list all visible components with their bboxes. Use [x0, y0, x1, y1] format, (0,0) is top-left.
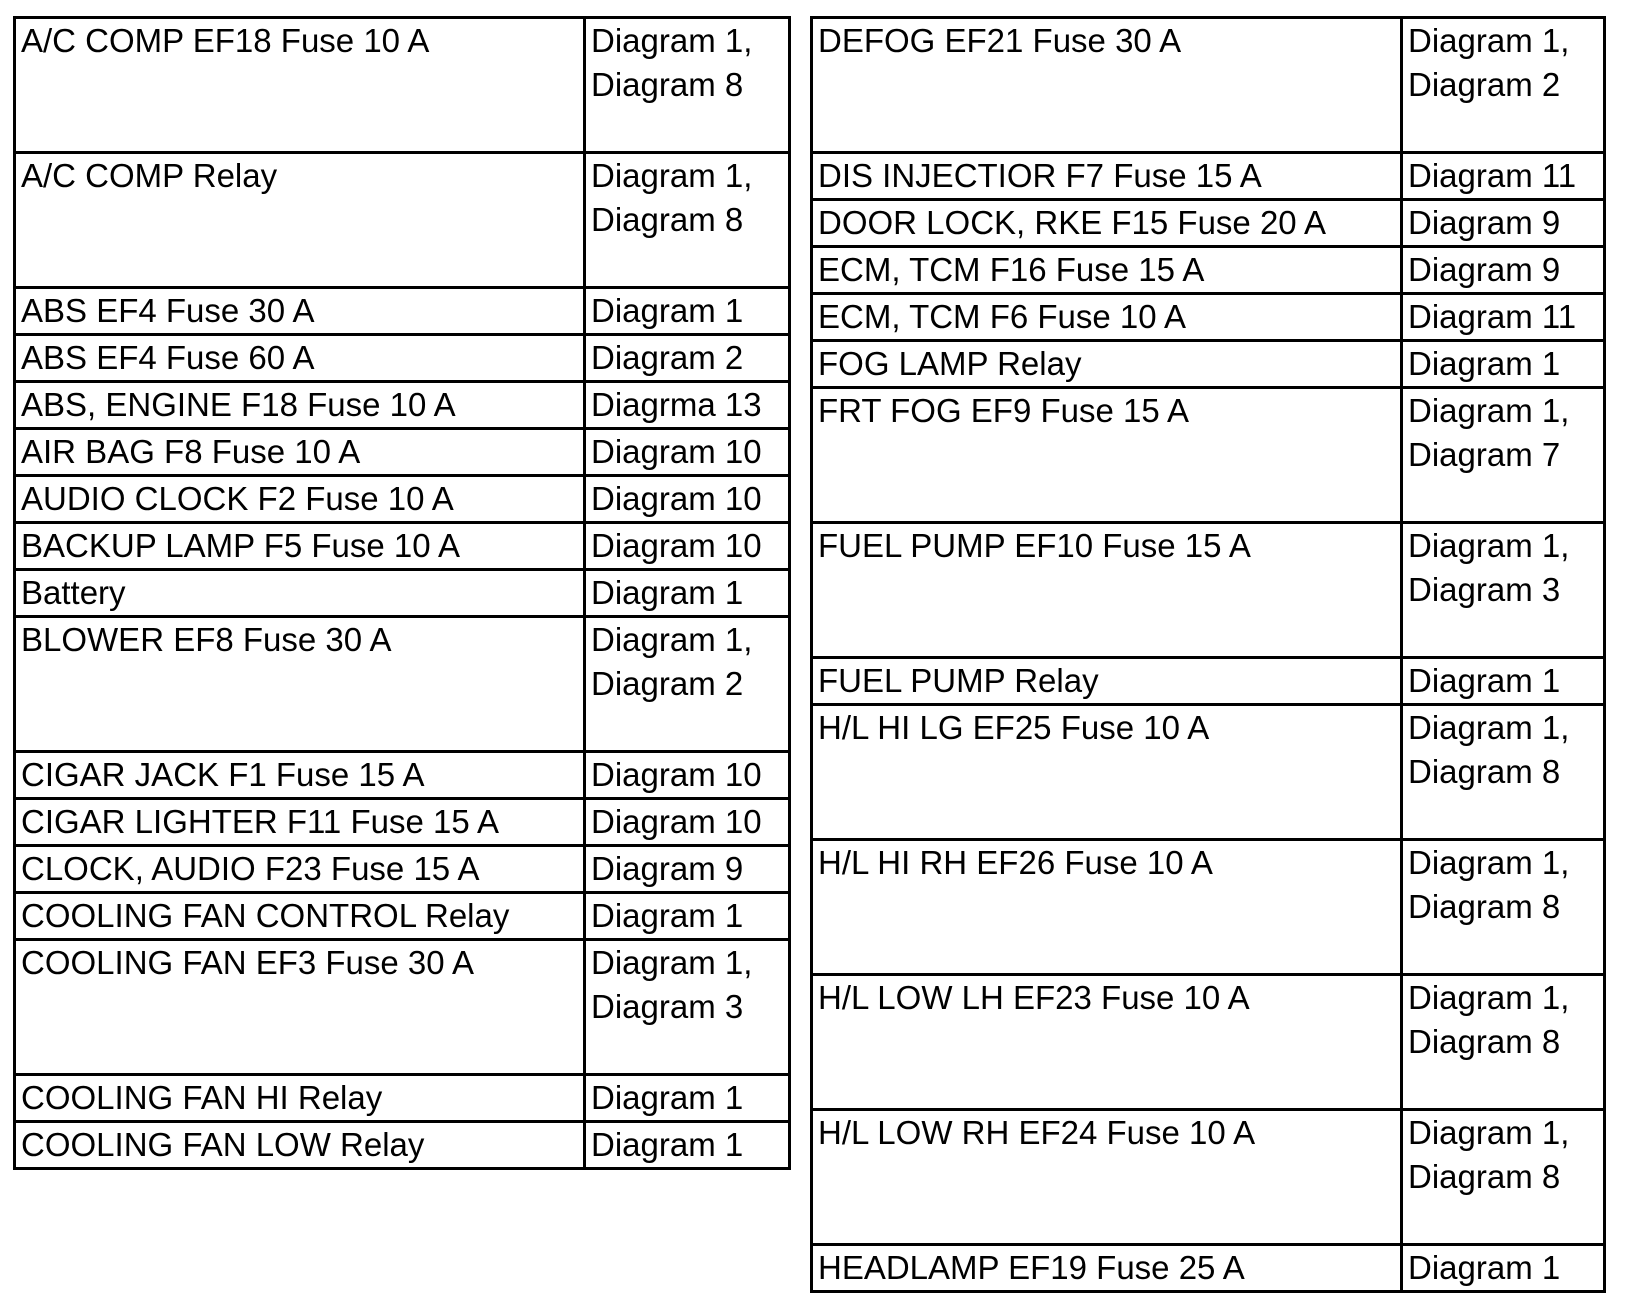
diagram-ref-line: Diagram 1	[591, 1126, 744, 1163]
diagram-ref-cell	[585, 752, 790, 799]
diagram-ref-line: Diagram 1	[591, 1079, 744, 1116]
diagram-ref-cell	[1402, 247, 1605, 294]
diagram-ref-cell	[1402, 294, 1605, 341]
left-index-body	[15, 18, 790, 1169]
component-name-cell: FUEL PUMP EF10 Fuse 15 A	[812, 523, 1402, 658]
diagram-ref-line: Diagram 3	[591, 988, 744, 1025]
component-name-cell: CIGAR JACK F1 Fuse 15 A	[15, 752, 585, 799]
diagram-ref-cell	[1402, 975, 1605, 1110]
table-row	[15, 893, 790, 940]
left-index-table	[13, 16, 791, 1170]
diagram-ref-line: Diagram 2	[591, 665, 744, 702]
diagram-ref-line: Diagram 9	[1408, 204, 1561, 241]
diagram-ref-line: Diagram 1,	[591, 944, 753, 981]
table-row	[15, 429, 790, 476]
diagram-ref-line: Diagram 1,	[591, 22, 753, 59]
diagram-ref-line: Diagram 10	[591, 756, 762, 793]
component-name-cell: H/L HI RH EF26 Fuse 10 A	[812, 840, 1402, 975]
table-row	[15, 476, 790, 523]
component-name-cell: ABS EF4 Fuse 60 A	[15, 335, 585, 382]
component-name-cell: ABS, ENGINE F18 Fuse 10 A	[15, 382, 585, 429]
component-name-cell: AUDIO CLOCK F2 Fuse 10 A	[15, 476, 585, 523]
diagram-ref-line: Diagram 9	[591, 850, 744, 887]
table-row	[15, 1122, 790, 1169]
diagram-ref-line: Diagram 2	[591, 339, 744, 376]
diagram-ref-line: Diagram 1	[591, 292, 744, 329]
table-row	[15, 752, 790, 799]
component-name-cell: H/L LOW RH EF24 Fuse 10 A	[812, 1110, 1402, 1245]
diagram-ref-cell	[1402, 705, 1605, 840]
diagram-ref-line: Diagram 9	[1408, 251, 1561, 288]
diagram-ref-line: Diagram 1,	[1408, 22, 1570, 59]
diagram-ref-line: Diagram 1,	[591, 621, 753, 658]
component-name-cell: AIR BAG F8 Fuse 10 A	[15, 429, 585, 476]
component-name-cell: COOLING FAN CONTROL Relay	[15, 893, 585, 940]
diagram-ref-line: Diagram 1	[1408, 1249, 1561, 1286]
component-name-cell: DIS INJECTIOR F7 Fuse 15 A	[812, 153, 1402, 200]
table-row	[15, 335, 790, 382]
diagram-ref-line: Diagram 10	[591, 527, 762, 564]
table-row	[812, 1245, 1605, 1292]
diagram-ref-cell	[1402, 341, 1605, 388]
component-name-cell: FOG LAMP Relay	[812, 341, 1402, 388]
diagram-ref-cell	[585, 846, 790, 893]
component-name-cell: HEADLAMP EF19 Fuse 25 A	[812, 1245, 1402, 1292]
table-row	[812, 153, 1605, 200]
table-row	[15, 523, 790, 570]
diagram-ref-cell	[1402, 153, 1605, 200]
table-row	[812, 1110, 1605, 1245]
component-name-cell: DOOR LOCK, RKE F15 Fuse 20 A	[812, 200, 1402, 247]
component-name-cell: CLOCK, AUDIO F23 Fuse 15 A	[15, 846, 585, 893]
component-name-cell: A/C COMP Relay	[15, 153, 585, 288]
diagram-ref-cell	[1402, 658, 1605, 705]
table-row	[15, 1075, 790, 1122]
diagram-ref-line: Diagram 7	[1408, 436, 1561, 473]
component-name-cell: H/L HI LG EF25 Fuse 10 A	[812, 705, 1402, 840]
diagram-ref-cell	[1402, 1245, 1605, 1292]
component-name-cell: BACKUP LAMP F5 Fuse 10 A	[15, 523, 585, 570]
right-index-table	[810, 16, 1606, 1293]
diagram-ref-line: Diagram 1,	[1408, 979, 1570, 1016]
table-row	[15, 382, 790, 429]
component-name-cell: Battery	[15, 570, 585, 617]
diagram-ref-line: Diagram 1	[591, 574, 744, 611]
diagram-ref-cell	[585, 523, 790, 570]
component-name-cell: COOLING FAN HI Relay	[15, 1075, 585, 1122]
table-row	[812, 840, 1605, 975]
component-name-cell: DEFOG EF21 Fuse 30 A	[812, 18, 1402, 153]
diagram-ref-cell	[585, 617, 790, 752]
table-row	[15, 940, 790, 1075]
diagram-ref-line: Diagram 1	[1408, 662, 1561, 699]
table-row	[15, 288, 790, 335]
component-name-cell: BLOWER EF8 Fuse 30 A	[15, 617, 585, 752]
diagram-ref-line: Diagram 1,	[1408, 392, 1570, 429]
diagram-ref-cell	[585, 153, 790, 288]
table-row	[812, 388, 1605, 523]
table-row	[812, 975, 1605, 1110]
diagram-ref-line: Diagram 10	[591, 433, 762, 470]
diagram-ref-line: Diagram 10	[591, 803, 762, 840]
diagram-ref-cell	[585, 476, 790, 523]
diagram-ref-cell	[585, 893, 790, 940]
table-row	[812, 523, 1605, 658]
diagram-ref-line: Diagram 8	[1408, 1023, 1561, 1060]
diagram-ref-cell	[1402, 840, 1605, 975]
diagram-ref-cell	[585, 18, 790, 153]
diagram-ref-line: Diagram 1,	[591, 157, 753, 194]
table-row	[15, 570, 790, 617]
diagram-ref-cell	[585, 288, 790, 335]
right-index-body	[812, 18, 1605, 1292]
table-row	[15, 846, 790, 893]
table-row	[812, 705, 1605, 840]
diagram-ref-line: Diagram 1,	[1408, 844, 1570, 881]
diagram-ref-line: Diagram 8	[1408, 753, 1561, 790]
diagram-ref-cell	[585, 335, 790, 382]
table-row	[812, 200, 1605, 247]
diagram-ref-line: Diagram 8	[591, 201, 744, 238]
component-name-cell: FRT FOG EF9 Fuse 15 A	[812, 388, 1402, 523]
diagram-ref-line: Diagram 11	[1408, 157, 1577, 194]
table-row	[812, 658, 1605, 705]
component-name-cell: CIGAR LIGHTER F11 Fuse 15 A	[15, 799, 585, 846]
diagram-ref-cell	[585, 799, 790, 846]
diagram-ref-line: Diagram 1,	[1408, 527, 1570, 564]
table-row	[812, 341, 1605, 388]
diagram-ref-line: Diagram 10	[591, 480, 762, 517]
diagram-ref-cell	[1402, 523, 1605, 658]
table-row	[15, 617, 790, 752]
component-name-cell: ECM, TCM F16 Fuse 15 A	[812, 247, 1402, 294]
component-name-cell: COOLING FAN LOW Relay	[15, 1122, 585, 1169]
diagram-ref-cell	[585, 1122, 790, 1169]
diagram-ref-cell	[1402, 18, 1605, 153]
diagram-ref-cell	[585, 429, 790, 476]
component-name-cell: ECM, TCM F6 Fuse 10 A	[812, 294, 1402, 341]
diagram-ref-line: Diagram 8	[1408, 1158, 1561, 1195]
table-row	[15, 153, 790, 288]
component-name-cell: A/C COMP EF18 Fuse 10 A	[15, 18, 585, 153]
diagram-ref-line: Diagram 8	[1408, 888, 1561, 925]
diagram-ref-cell	[1402, 200, 1605, 247]
diagram-ref-line: Diagrma 13	[591, 386, 762, 423]
component-name-cell: COOLING FAN EF3 Fuse 30 A	[15, 940, 585, 1075]
component-name-cell: H/L LOW LH EF23 Fuse 10 A	[812, 975, 1402, 1110]
diagram-ref-cell	[1402, 1110, 1605, 1245]
table-row	[15, 799, 790, 846]
diagram-ref-cell	[585, 570, 790, 617]
diagram-ref-line: Diagram 2	[1408, 66, 1561, 103]
component-name-cell: ABS EF4 Fuse 30 A	[15, 288, 585, 335]
diagram-ref-cell	[585, 1075, 790, 1122]
diagram-ref-line: Diagram 3	[1408, 571, 1561, 608]
diagram-ref-line: Diagram 1,	[1408, 1114, 1570, 1151]
table-row	[15, 18, 790, 153]
diagram-ref-cell	[585, 940, 790, 1075]
diagram-ref-line: Diagram 1,	[1408, 709, 1570, 746]
diagram-ref-line: Diagram 1	[591, 897, 744, 934]
component-name-cell: FUEL PUMP Relay	[812, 658, 1402, 705]
diagram-ref-cell	[585, 382, 790, 429]
table-row	[812, 294, 1605, 341]
table-row	[812, 247, 1605, 294]
table-row	[812, 18, 1605, 153]
diagram-ref-cell	[1402, 388, 1605, 523]
diagram-ref-line: Diagram 1	[1408, 345, 1561, 382]
diagram-ref-line: Diagram 8	[591, 66, 744, 103]
diagram-ref-line: Diagram 11	[1408, 298, 1577, 335]
